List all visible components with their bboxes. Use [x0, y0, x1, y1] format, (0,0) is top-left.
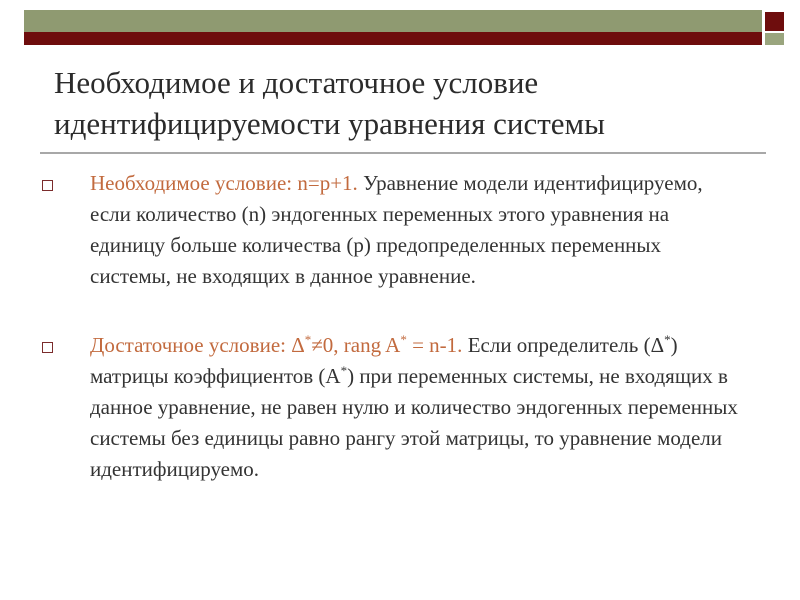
- banner-red-stripe: [24, 32, 762, 45]
- square-bullet-icon: [42, 342, 53, 353]
- sufficient-text-part-a: Если определитель (Δ: [467, 333, 665, 357]
- sufficient-text-part-c: ) при переменных системы, не входящих в данное уравнение, не равен нулю и количество эндогенных переменных системы без единицы равно рангу этой матрицы, то уравнение модели идентифицируемо.: [90, 364, 738, 481]
- sufficient-text-part-b: ) матрицы коэффициентов (А: [90, 333, 678, 388]
- sufficient-label-sup-1: *: [304, 332, 312, 347]
- bullet-text: [90, 168, 740, 292]
- slide-title-line2: идентифицируемости уравнения системы: [54, 106, 605, 141]
- sufficient-condition-label: [90, 333, 462, 357]
- sufficient-label-sup-2: *: [400, 332, 407, 347]
- square-bullet-icon: [42, 180, 53, 191]
- sufficient-label-part-b: ≠0, rang A: [311, 333, 401, 357]
- slide-title-line1: Необходимое и достаточное условие: [54, 65, 539, 100]
- sufficient-text-sup-1: *: [664, 332, 671, 347]
- bullet-text: [90, 330, 740, 485]
- slide-title: [54, 62, 774, 144]
- corner-square-dark: [765, 12, 784, 31]
- necessary-condition-text: Уравнение модели идентифицируемо, если количество (n) эндогенных переменных этого уравнения на единицу больше количества (p) предопределенных переменных системы, не входящих в данное уравнение.: [90, 171, 703, 288]
- necessary-condition-label: Необходимое условие: n=p+1.: [90, 171, 358, 195]
- sufficient-label-part-a: Достаточное условие: Δ: [90, 333, 305, 357]
- sufficient-text-sup-2: *: [340, 363, 348, 378]
- corner-square-light: [765, 33, 784, 45]
- banner-olive-stripe: [24, 10, 762, 32]
- header-banner: [24, 10, 762, 48]
- sufficient-label-part-c: = n-1.: [406, 333, 463, 357]
- title-divider: [40, 152, 766, 154]
